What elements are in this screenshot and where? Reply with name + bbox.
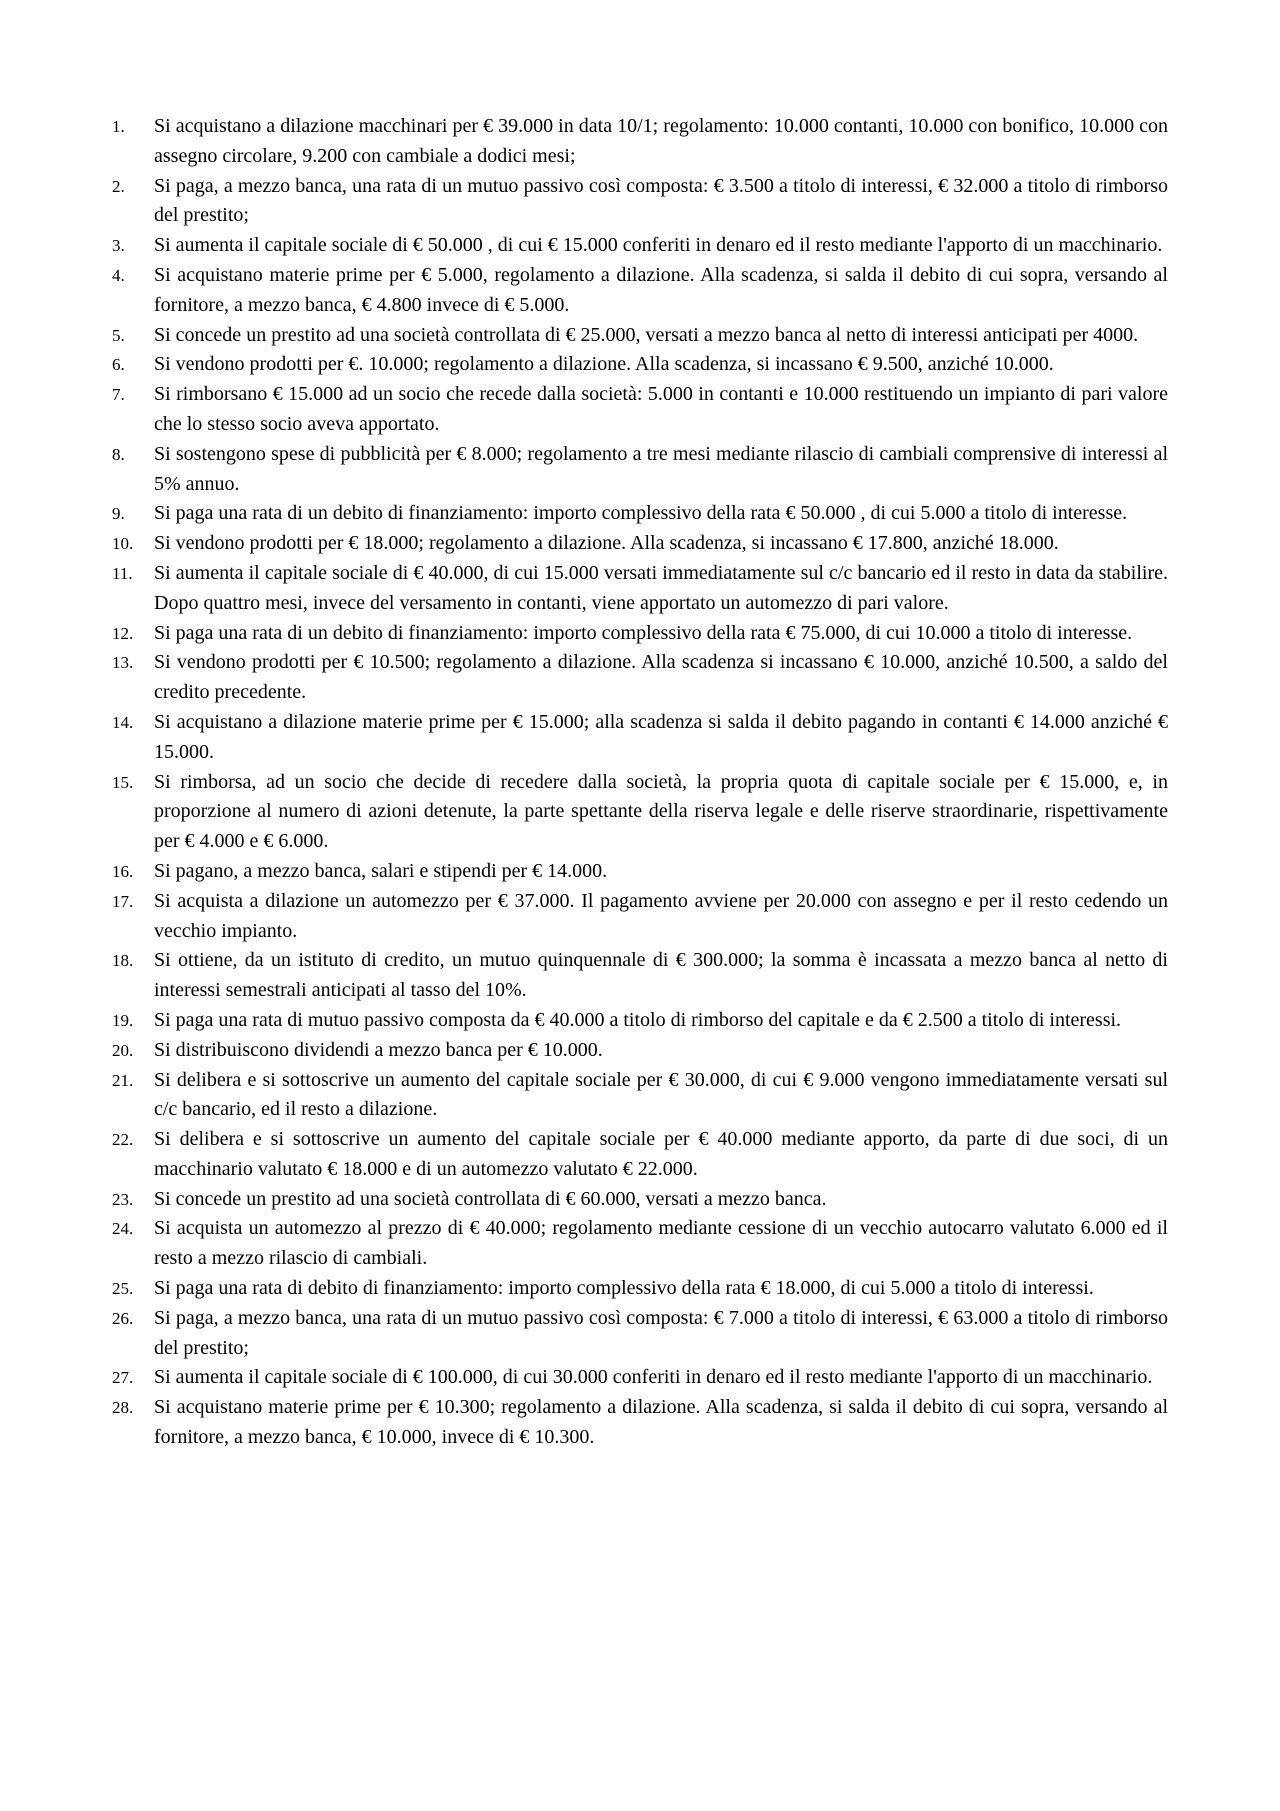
- item-number: 23.: [112, 1189, 134, 1209]
- list-item: [112, 946, 1168, 1006]
- item-number: 9.: [112, 504, 125, 524]
- item-text: Si paga una rata di un debito di finanziamento: importo complessivo della rata € 75.000, di cui 10.000 a titolo di interesse.: [154, 621, 1133, 644]
- list-item: [112, 768, 1168, 857]
- list-item: [112, 529, 1168, 559]
- item-text: Si rimborsano € 15.000 ad un socio che recede dalla società: 5.000 in contanti e 10.000 restituendo un impianto di pari valore che lo stesso socio aveva apportato.: [154, 383, 1168, 435]
- item-number: 3.: [112, 236, 125, 256]
- item-text: Si aumenta il capitale sociale di € 50.000 , di cui € 15.000 conferiti in denaro ed il resto mediante l'apporto di un macchinario.: [154, 234, 1163, 257]
- item-number: 25.: [112, 1279, 134, 1299]
- exercise-list: [112, 112, 1168, 1453]
- item-number: 18.: [112, 951, 134, 971]
- item-number: 22.: [112, 1130, 134, 1150]
- item-text: Si acquista un automezzo al prezzo di € 40.000; regolamento mediante cessione di un vecchio autocarro valutato 6.000 ed il resto a mezzo rilascio di cambiali.: [154, 1217, 1168, 1270]
- list-item: [112, 172, 1168, 232]
- list-item: [112, 1006, 1168, 1036]
- item-text: Si pagano, a mezzo banca, salari e stipendi per € 14.000.: [154, 859, 608, 882]
- list-item: [112, 1274, 1168, 1304]
- list-item: [112, 1036, 1168, 1066]
- list-item: [112, 648, 1168, 708]
- item-text: Si rimborsa, ad un socio che decide di recedere dalla società, la propria quota di capitale sociale per € 15.000, e, in proporzione al numero di azioni detenute, la parte spettante della riserva legale e delle riserve straordinarie, rispettivamente per € 4.000 e € 6.000.: [154, 770, 1168, 853]
- item-text: Si ottiene, da un istituto di credito, un mutuo quinquennale di € 300.000; la somma è incassata a mezzo banca al netto di interessi semestrali anticipati al tasso del 10%.: [154, 949, 1168, 1002]
- item-number: 1.: [112, 117, 125, 136]
- item-text: Si acquistano materie prime per € 5.000, regolamento a dilazione. Alla scadenza, si salda il debito di cui sopra, versando al fornitore, a mezzo banca, € 4.800 invece di € 5.000.: [154, 263, 1168, 316]
- item-text: Si paga, a mezzo banca, una rata di un mutuo passivo così composta: € 3.500 a titolo di interessi, € 32.000 a titolo di rimborso del prestito;: [154, 174, 1168, 227]
- item-text: Si paga, a mezzo banca, una rata di un mutuo passivo così composta: € 7.000 a titolo di interessi, € 63.000 a titolo di rimborso del prestito;: [154, 1306, 1168, 1359]
- list-item: [112, 1363, 1168, 1393]
- list-item: [112, 1393, 1168, 1453]
- item-number: 21.: [112, 1070, 134, 1090]
- item-number: 12.: [112, 623, 134, 643]
- list-item: [112, 887, 1168, 947]
- item-number: 6.: [112, 355, 125, 375]
- item-number: 24.: [112, 1219, 134, 1239]
- item-text: Si delibera e si sottoscrive un aumento del capitale sociale per € 30.000, di cui € 9.000 vengono immediatamente versati sul c/c bancario, ed il resto a dilazione.: [154, 1068, 1168, 1121]
- item-number: 26.: [112, 1308, 134, 1328]
- list-item: [112, 380, 1168, 440]
- list-item: [112, 440, 1168, 500]
- item-text: Si vendono prodotti per € 18.000; regolamento a dilazione. Alla scadenza, si incassano € 17.800, anziché 18.000.: [154, 532, 1059, 555]
- item-text: Si acquistano a dilazione macchinari per € 39.000 in data 10/1; regolamento: 10.000 contanti, 10.000 con bonifico, 10.000 con assegno circolare, 9.200 con cambiale a dodici mesi;: [154, 115, 1168, 167]
- item-text: Si aumenta il capitale sociale di € 100.000, di cui 30.000 conferiti in denaro ed il resto mediante l'apporto di un macchinario.: [154, 1366, 1153, 1389]
- item-number: 11.: [112, 563, 133, 583]
- item-number: 17.: [112, 891, 134, 911]
- item-text: Si vendono prodotti per €. 10.000; regolamento a dilazione. Alla scadenza, si incassano € 9.500, anziché 10.000.: [154, 353, 1054, 376]
- list-item: [112, 112, 1168, 172]
- item-text: Si aumenta il capitale sociale di € 40.000, di cui 15.000 versati immediatamente sul c/c bancario ed il resto in data da stabilire. Dopo quattro mesi, invece del versamento in contanti, viene apportato un automezzo di pari valore.: [154, 561, 1168, 614]
- item-text: Si concede un prestito ad una società controllata di € 60.000, versati a mezzo banca.: [154, 1187, 827, 1210]
- item-text: Si concede un prestito ad una società controllata di € 25.000, versati a mezzo banca al netto di interessi anticipati per 4000.: [154, 323, 1139, 346]
- list-item: [112, 1125, 1168, 1185]
- item-text: Si delibera e si sottoscrive un aumento del capitale sociale per € 40.000 mediante apporto, da parte di due soci, di un macchinario valutato € 18.000 e di un automezzo valutato € 22.000.: [154, 1128, 1168, 1180]
- list-item: [112, 857, 1168, 887]
- list-item: [112, 708, 1168, 768]
- list-item: [112, 231, 1168, 261]
- item-number: 2.: [112, 176, 125, 196]
- item-number: 16.: [112, 861, 134, 881]
- item-text: Si distribuiscono dividendi a mezzo banca per € 10.000.: [154, 1038, 603, 1061]
- item-number: 5.: [112, 325, 125, 345]
- list-item: [112, 1214, 1168, 1274]
- item-text: Si vendono prodotti per € 10.500; regolamento a dilazione. Alla scadenza si incassano € 10.000, anziché 10.500, a saldo del credito precedente.: [154, 651, 1168, 704]
- list-item: [112, 261, 1168, 321]
- item-number: 27.: [112, 1368, 134, 1388]
- item-number: 15.: [112, 772, 134, 792]
- item-text: Si paga una rata di mutuo passivo composta da € 40.000 a titolo di rimborso del capitale e da € 2.500 a titolo di interessi.: [154, 1008, 1122, 1031]
- item-number: 8.: [112, 444, 125, 464]
- item-number: 7.: [112, 385, 125, 405]
- list-item: [112, 619, 1168, 649]
- item-text: Si acquistano a dilazione materie prime per € 15.000; alla scadenza si salda il debito pagando in contanti € 14.000 anziché € 15.000.: [154, 710, 1168, 763]
- item-number: 14.: [112, 712, 134, 732]
- item-number: 13.: [112, 653, 134, 673]
- item-number: 20.: [112, 1040, 134, 1060]
- item-number: 28.: [112, 1398, 134, 1418]
- item-text: Si paga una rata di debito di finanziamento: importo complessivo della rata € 18.000, di cui 5.000 a titolo di interessi.: [154, 1277, 1094, 1300]
- list-item: [112, 559, 1168, 619]
- list-item: [112, 350, 1168, 380]
- list-item: [112, 1185, 1168, 1215]
- item-text: Si acquista a dilazione un automezzo per € 37.000. Il pagamento avviene per 20.000 con assegno e per il resto cedendo un vecchio impianto.: [154, 889, 1168, 942]
- list-item: [112, 1066, 1168, 1126]
- list-item: [112, 321, 1168, 351]
- item-text: Si paga una rata di un debito di finanziamento: importo complessivo della rata € 50.000 , di cui 5.000 a titolo di interesse.: [154, 502, 1128, 525]
- item-text: Si acquistano materie prime per € 10.300; regolamento a dilazione. Alla scadenza, si salda il debito di cui sopra, versando al fornitore, a mezzo banca, € 10.000, invece di € 10.300.: [154, 1396, 1168, 1449]
- list-item: [112, 499, 1168, 529]
- item-number: 10.: [112, 534, 134, 554]
- item-number: 4.: [112, 265, 125, 285]
- list-item: [112, 1304, 1168, 1364]
- item-text: Si sostengono spese di pubblicità per € 8.000; regolamento a tre mesi mediante rilascio di cambiali comprensive di interessi al 5% annuo.: [154, 442, 1168, 495]
- item-number: 19.: [112, 1010, 134, 1030]
